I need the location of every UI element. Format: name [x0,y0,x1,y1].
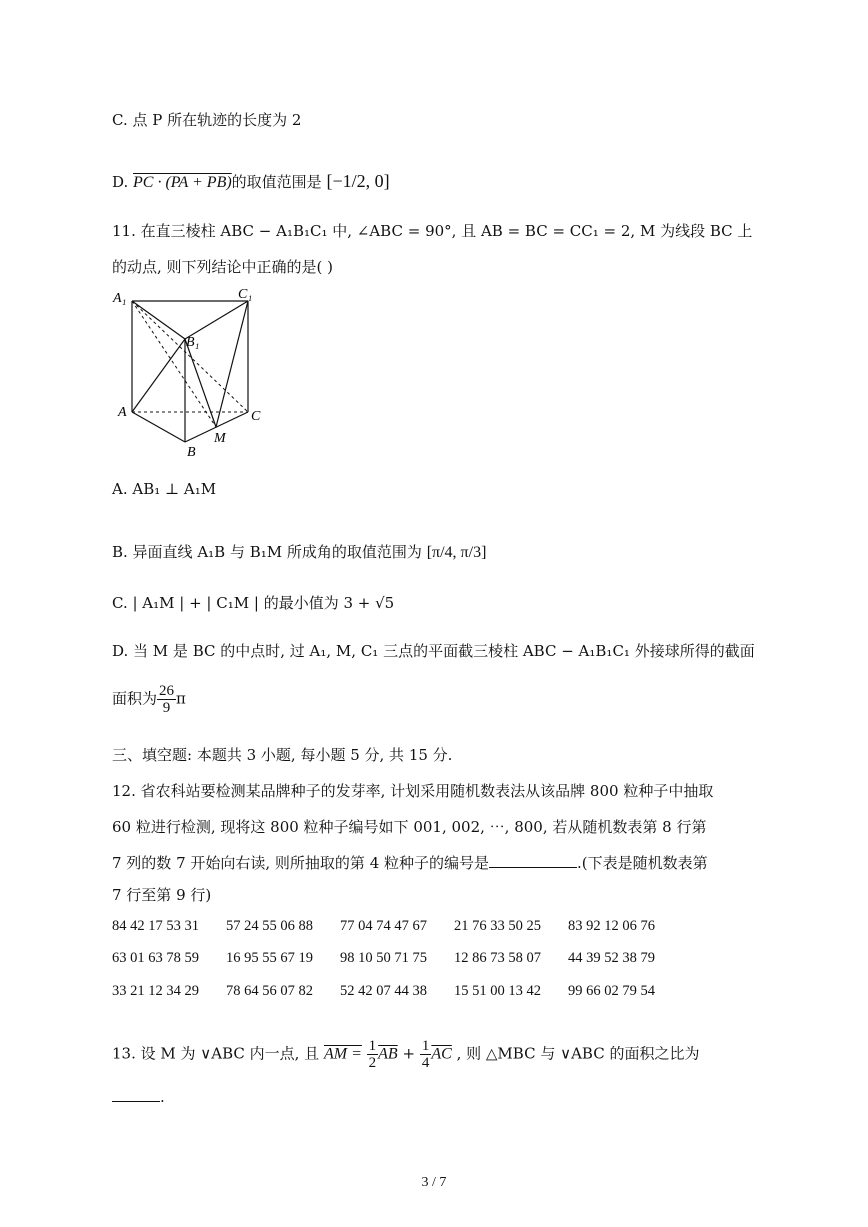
fraction-numerator: 26 [159,683,175,699]
q12-line-3 [112,852,708,874]
label-m: M [214,431,226,446]
random-table-cell: 77 04 74 47 67 [340,918,427,934]
q10-option-d [112,170,390,194]
random-table-cell: 15 51 00 13 42 [454,983,541,999]
label-c: C [251,409,261,424]
q13-plus: + [402,1044,416,1063]
q12-line-3-text: 7 列的数 7 开始向右读, 则所抽取的第 4 粒种子的编号是 [112,854,490,872]
q10-option-c: C. 点 P 所在轨迹的长度为 2 [112,111,302,129]
label-a1: A₁ [113,291,127,306]
label-b1: B₁ [186,335,200,350]
q10-option-d-mid: 的取值范围是 [231,173,322,191]
q13-prefix: 13. 设 M 为 ∨ABC 内一点, 且 [112,1044,320,1063]
label-c1: C₁ [238,287,253,302]
q11-stem-line-1: 11. 在直三棱柱 ABC − A₁B₁C₁ 中, ∠ABC = 90°, 且 AB = BC = CC₁ = 2, M 为线段 BC 上 [112,222,753,240]
random-table-cell: 33 21 12 34 29 [112,983,199,999]
fraction-numerator: 1 [421,1038,430,1054]
q13-vector-am: AM = [323,1045,362,1063]
random-table-cell: 44 39 52 38 79 [568,950,655,966]
random-table-cell: 63 01 63 78 59 [112,950,199,966]
q11-option-b-range: [π/4, π/3] [426,544,487,561]
random-table-cell: 78 64 56 07 82 [226,983,313,999]
random-table-cell: 98 10 50 71 75 [340,950,427,966]
random-table-row [112,950,682,967]
section-3-heading: 三、填空题: 本题共 3 小题, 每小题 5 分, 共 15 分. [112,746,453,764]
q10-option-d-range: [−1/2, 0] [326,171,390,191]
q11-stem-line-2: 的动点, 则下列结论中正确的是( ) [112,258,334,276]
random-table-cell: 52 42 07 44 38 [340,983,427,999]
q13-line [112,1038,699,1071]
q10-option-d-prefix: D. [112,173,134,191]
answer-blank-q12[interactable] [489,853,577,868]
q11-option-d-area-label: 面积为 [112,689,158,708]
q11-option-d-line-2 [112,683,186,716]
random-table-row [112,918,682,935]
fraction-denominator: 2 [368,1055,377,1071]
q11-option-a: A. AB₁ ⊥ A₁M [112,480,217,498]
q13-fraction-1 [367,1038,379,1071]
random-table-cell: 16 95 55 67 19 [226,950,313,966]
q13-vector-ac: $\overline{AC}$ [431,1045,452,1063]
label-a: A [118,405,127,420]
q10-option-d-expression: PC · (PA + PB) [133,174,232,191]
q13-fraction-2 [420,1038,432,1071]
fraction-denominator: 4 [421,1055,430,1071]
label-b: B [187,445,196,459]
q11-option-c: C. | A₁M | + | C₁M | 的最小值为 3 + √5 [112,594,395,612]
q13-suffix: , 则 △MBC 与 ∨ABC 的面积之比为 [456,1044,700,1063]
random-table-cell: 12 86 73 58 07 [454,950,541,966]
page-number: 3 / 7 [421,1175,447,1190]
prism-diagram [110,284,270,459]
q12-line-3-tail: .(下表是随机数表第 [577,854,708,872]
answer-blank-q13[interactable] [112,1087,160,1102]
fraction-numerator: 1 [368,1038,377,1054]
q12-line-2: 60 粒进行检测, 现将这 800 粒种子编号如下 001, 002, ⋯, 800, 若从随机数表第 8 行第 [112,818,707,836]
q11-option-d-fraction [157,683,176,716]
random-table-cell: 83 92 12 06 76 [568,918,655,934]
q11-option-d-line-1: D. 当 M 是 BC 的中点时, 过 A₁, M, C₁ 三点的平面截三棱柱 ABC − A₁B₁C₁ 外接球所得的截面 [112,642,755,660]
random-table-cell: 57 24 55 06 88 [226,918,313,934]
random-table-cell: 99 66 02 79 54 [568,983,655,999]
q12-line-1: 12. 省农科站要检测某品牌种子的发芽率, 计划采用随机数表法从该品牌 800 粒种子中抽取 [112,782,714,800]
random-table-cell: 21 76 33 50 25 [454,918,541,934]
random-table-row [112,983,682,1000]
q11-option-b [112,541,486,564]
q11-option-b-text: B. 异面直线 A₁B 与 B₁M 所成角的取值范围为 [112,543,422,561]
q13-answer-line [112,1086,165,1108]
fraction-denominator: 9 [162,700,171,716]
q13-period: . [160,1088,165,1106]
q12-line-4: 7 行至第 9 行) [112,886,212,904]
random-table-cell: 84 42 17 53 31 [112,918,199,934]
pi-symbol: π [176,689,186,708]
q13-vector-ab: $\overline{AB}$ [378,1045,398,1063]
